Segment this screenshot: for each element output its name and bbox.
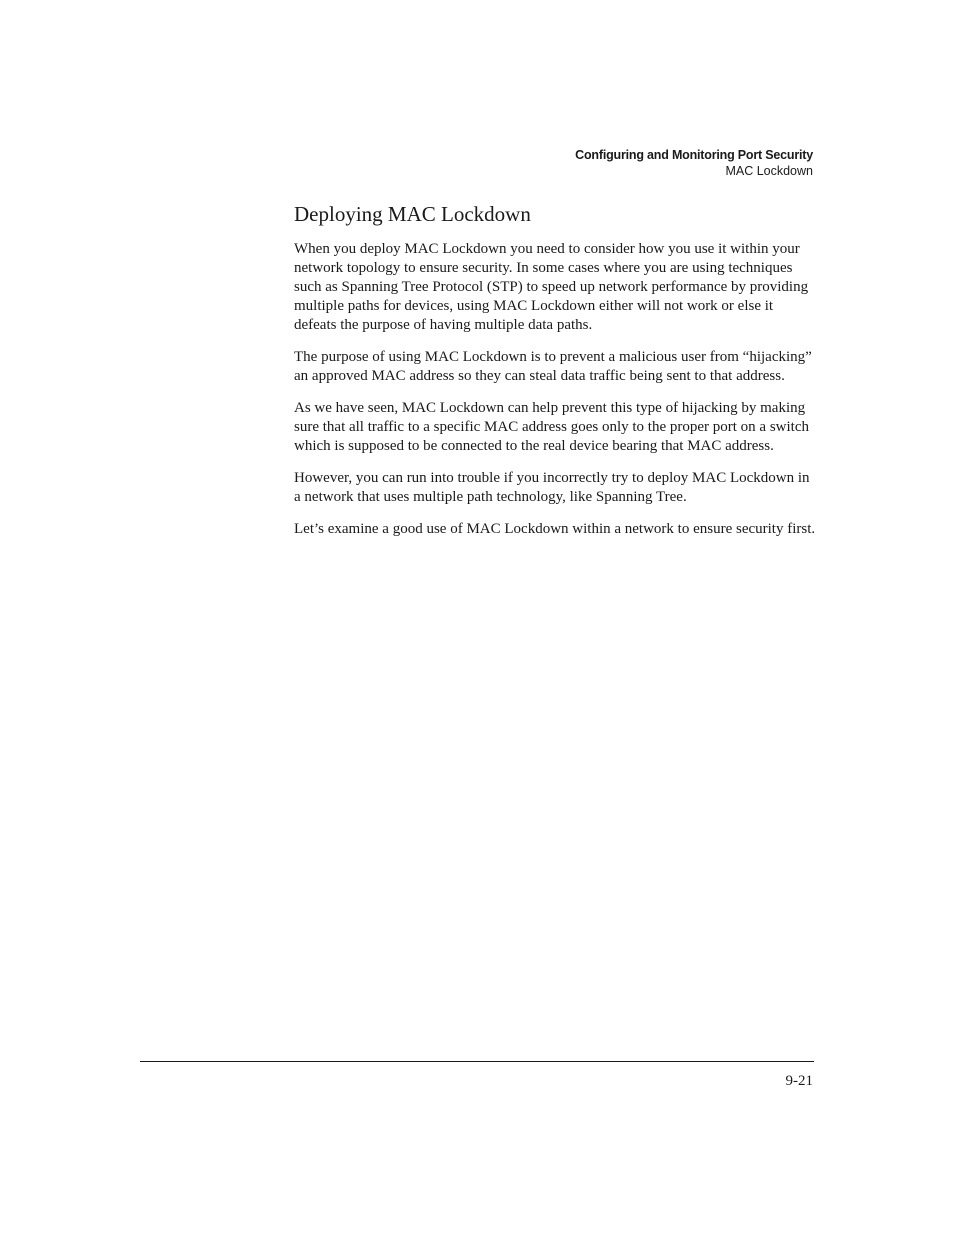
body-paragraph: The purpose of using MAC Lockdown is to prevent a malicious user from “hijacking” an approved MAC address so they can steal data traffic being sent to that address. bbox=[294, 349, 812, 384]
running-header bbox=[575, 147, 813, 179]
body-paragraph: However, you can run into trouble if you incorrectly try to deploy MAC Lockdown in a network that uses multiple path technology, like Spanning Tree. bbox=[294, 470, 810, 505]
page-number: 9-21 bbox=[785, 1073, 813, 1089]
section-title: MAC Lockdown bbox=[725, 164, 813, 178]
footer-divider bbox=[140, 1061, 814, 1062]
body-paragraph: When you deploy MAC Lockdown you need to consider how you use it within your network topology to ensure security. In some cases where you are using techniques such as Spanning Tree Protocol (STP) to speed up network performance by providing multiple paths for devices, using MAC Lockdown either will not work or else it defeats the purpose of having multiple data paths. bbox=[294, 241, 809, 333]
body-paragraph: As we have seen, MAC Lockdown can help prevent this type of hijacking by making sure that all traffic to a specific MAC address goes only to the proper port on a switch which is supposed to be connected to the real device bearing that MAC address. bbox=[294, 400, 810, 454]
page-content bbox=[294, 200, 816, 552]
body-paragraph: Let’s examine a good use of MAC Lockdown within a network to ensure security first. bbox=[294, 521, 816, 537]
section-heading: Deploying MAC Lockdown bbox=[294, 202, 531, 226]
chapter-title: Configuring and Monitoring Port Security bbox=[575, 148, 813, 162]
